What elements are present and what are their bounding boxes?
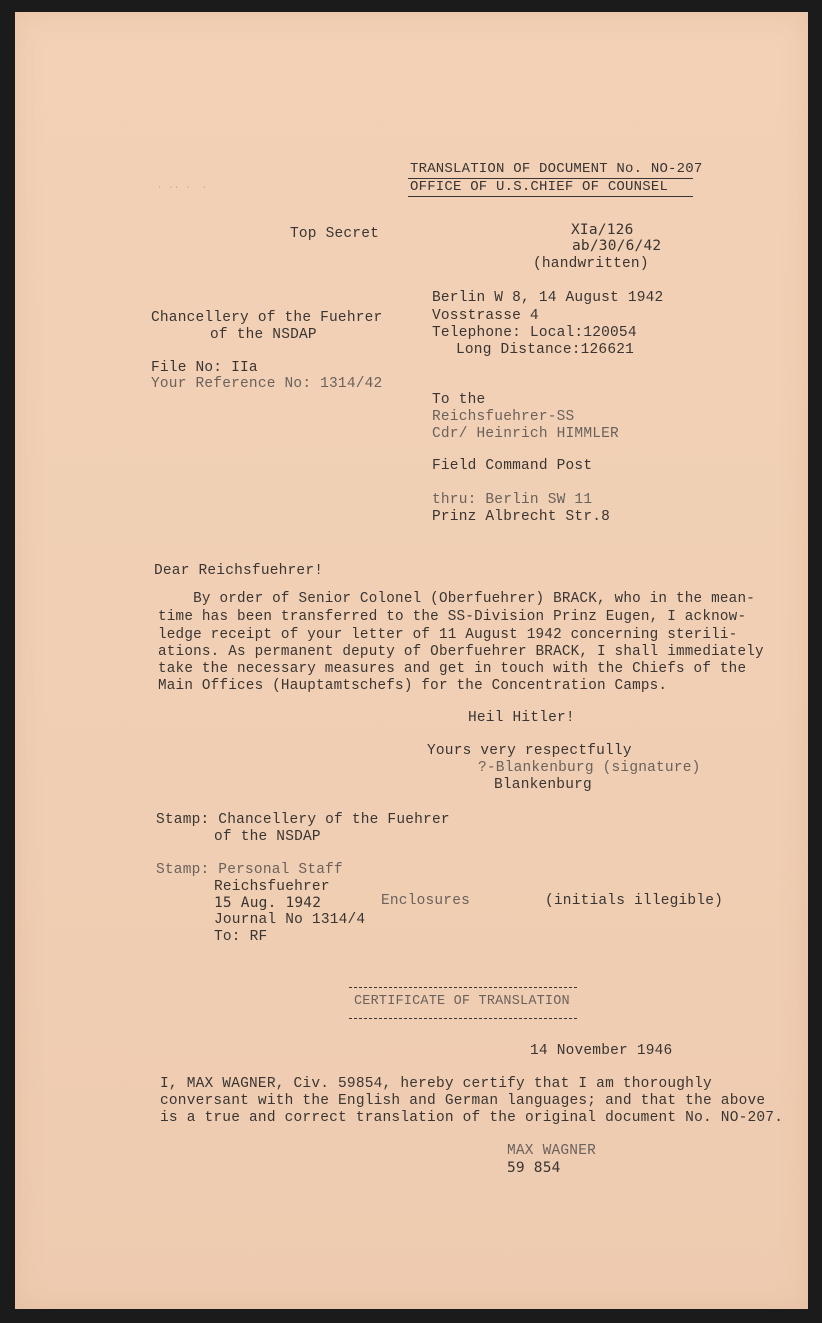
sender-line-1: Chancellery of the Fuehrer [151, 310, 383, 326]
your-reference: Your Reference No: 1314/42 [151, 376, 383, 392]
stamp-2-line-1: Stamp: Personal Staff [156, 862, 343, 878]
recipient-line-3: Cdr/ Heinrich HIMMLER [432, 426, 619, 442]
initials: (initials illegible) [545, 893, 724, 909]
address-line-1: Berlin W 8, 14 August 1942 [432, 290, 664, 306]
address-line-2: Vosstrasse 4 [432, 308, 539, 324]
address-line-4: Long Distance:126621 [456, 342, 635, 358]
sender-line-2: of the NSDAP [210, 327, 317, 343]
stamp-2-line-2: Reichsfuehrer [214, 879, 330, 895]
file-no: File No: IIa [151, 360, 258, 376]
body-line-3: ledge receipt of your letter of 11 August 1942 concerning sterili- [158, 627, 738, 643]
certificate-line-2: conversant with the English and German languages; and that the above [160, 1093, 766, 1109]
stamp-1-line-1: Stamp: Chancellery of the Fuehrer [156, 812, 450, 828]
ref-mark-3: (handwritten) [533, 256, 649, 272]
recipient-line-1: To the [432, 392, 486, 408]
ref-mark-2: ab/30/6/42 [572, 238, 662, 254]
recipient-line-4: Field Command Post [432, 458, 593, 474]
document-page [15, 12, 808, 1309]
closing-greeting: Heil Hitler! [468, 710, 575, 726]
body-line-1: By order of Senior Colonel (Oberfuehrer) BRACK, who in the mean- [158, 591, 756, 607]
body-line-5: take the necessary measures and get in touch with the Chiefs of the [158, 661, 747, 677]
body-line-2: time has been transferred to the SS-Division Prinz Eugen, I acknow- [158, 609, 747, 625]
certificate-top-rule [349, 987, 577, 988]
office-underline [408, 196, 693, 197]
certificate-line-1: I, MAX WAGNER, Civ. 59854, hereby certify that I am thoroughly [160, 1076, 712, 1092]
typed-name: Blankenburg [494, 777, 592, 793]
stamp-2-line-3: 15 Aug. 1942 [214, 895, 322, 911]
stamp-1-line-2: of the NSDAP [214, 829, 321, 845]
certificate-bottom-rule [349, 1018, 577, 1019]
corner-mark: · ·· · · [157, 183, 208, 193]
office-line: OFFICE OF U.S.CHIEF OF COUNSEL [410, 179, 669, 195]
enclosures: Enclosures [381, 893, 471, 909]
ref-mark-1: XIa/126 [571, 222, 634, 238]
closing-sign-off: Yours very respectfully [427, 743, 632, 759]
signer-number: 59 854 [507, 1160, 561, 1176]
certificate-heading: CERTIFICATE OF TRANSLATION [354, 994, 570, 1009]
body-line-4: ations. As permanent deputy of Oberfuehrer BRACK, I shall immediately [158, 644, 764, 660]
body-line-6: Main Offices (Hauptamtschefs) for the Concentration Camps. [158, 678, 668, 694]
stamp-2-line-5: To: RF [214, 929, 268, 945]
recipient-line-2: Reichsfuehrer-SS [432, 409, 575, 425]
recipient-line-5: thru: Berlin SW 11 [432, 492, 593, 508]
certificate-date: 14 November 1946 [530, 1043, 673, 1059]
salutation: Dear Reichsfuehrer! [154, 563, 324, 579]
translation-line: TRANSLATION OF DOCUMENT No. NO-207 [410, 161, 703, 177]
address-line-3: Telephone: Local:120054 [432, 325, 637, 341]
classification: Top Secret [290, 226, 380, 242]
certificate-line-3: is a true and correct translation of the original document No. NO-207. [160, 1110, 784, 1126]
recipient-line-6: Prinz Albrecht Str.8 [432, 509, 611, 525]
stamp-2-line-4: Journal No 1314/4 [214, 912, 366, 928]
signature-line: ?-Blankenburg (signature) [478, 760, 701, 776]
signer-name: MAX WAGNER [507, 1143, 597, 1159]
